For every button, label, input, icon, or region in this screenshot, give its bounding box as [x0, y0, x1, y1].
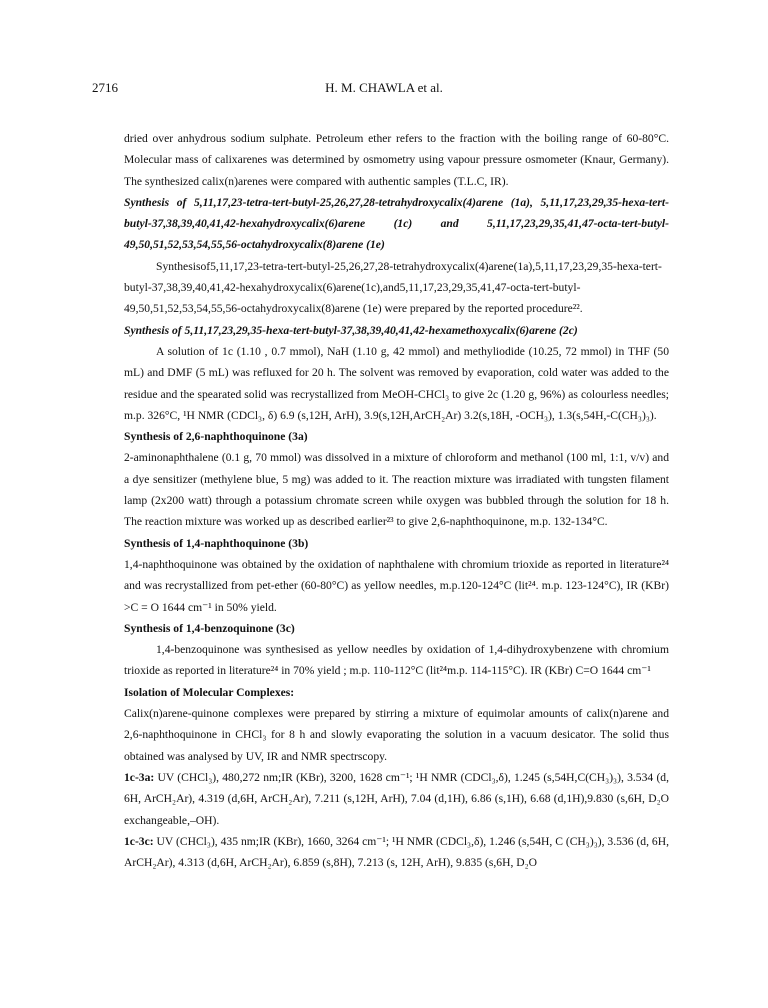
paragraph-1c-3a — [124, 767, 669, 831]
data-1c-3a: UV (CHCl₃), 480,272 nm;IR (KBr), 3200, 1628 cm⁻¹; ¹H NMR (CDCl₃,δ), 1.245 (s,54H,C(CH₃)₃), 3.534 (d, 6H, ArCH₂Ar), 4.319 (d,6H, ArCH₂Ar), 7.211 (s,12H, ArH), 7.04 (d,1H), 6.86 (s,1H), 6.68 (d,1H),9.830 (s,6H, D₂O exchangeable,–OH). — [124, 770, 669, 827]
label-1c-3c: 1c-3c: — [124, 834, 154, 848]
heading-synthesis-3c: Synthesis of 1,4-benzoquinone (3c) — [124, 621, 295, 635]
heading-isolation: Isolation of Molecular Complexes: — [124, 685, 295, 699]
paragraph-2c: A solution of 1c (1.10 , 0.7 mmol), NaH (1.10 g, 42 mmol) and methyliodide (10.25, 72 mmol) in THF (50 mL) and DMF (5 mL) was refluxed for 20 h. The solvent was removed by evaporation, cold water was added to the residue and the spearated solid was recrystallized from MeOH-CHCl₃ to give 2c (1.20 g, 96%) as colourless needles; m.p. 326°C, ¹H NMR (CDCl₃, δ) 6.9 (s,12H, ArH), 3.9(s,12H,ArCH₂Ar) 3.2(s,18H, -OCH₃), 1.3(s,54H,-C(CH₃)₃). — [124, 344, 669, 422]
paragraph-isolation: Calix(n)arene-quinone complexes were prepared by stirring a mixture of equimolar amounts of calix(n)arene and 2,6-naphthoquinone in CHCl₃ for 8 h and slowly evaporating the solution in a vacuum desicator. The solid thus obtained was analysed by UV, IR and NMR spectrscopy. — [124, 707, 669, 763]
paragraph-calixarenes: Synthesisof5,11,17,23-tetra-tert-butyl-25,26,27,28-tetrahydroxycalix(4)arene(1a),5,11,17,23,29,35-hexa-tert-butyl-37,38,39,40,41,42-hexahydroxycalix(6)arene(1c),and5,11,17,23,29,35,41,47-octa-tert-butyl-49,50,51,52,53,54,55,56-octahydroxycalix(8)arene (1e) were prepared by the reported procedure²². — [124, 259, 662, 316]
data-1c-3c: UV (CHCl₃), 435 nm;IR (KBr), 1660, 3264 cm⁻¹; ¹H NMR (CDCl₃,δ), 1.246 (s,54H, C (CH₃)₃), 3.536 (d, 6H, ArCH₂Ar), 4.313 (d,6H, ArCH₂Ar), 6.859 (s,8H), 7.213 (s, 12H, ArH), 9.835 (s,6H, D₂O — [124, 834, 669, 870]
paragraph-3a: 2-aminonaphthalene (0.1 g, 70 mmol) was dissolved in a mixture of chloroform and methanol (100 ml, 1:1, v/v) and a dye sensitizer (methylene blue, 5 mg) was added to it. The reaction mixture was irradiated with tungsten filament lamp (2x200 watt) through a potassium chromate screen while oxygen was bubbled through the solution for 18 h. The reaction mixture was worked up as described earlier²³ to give 2,6-naphthoquinone, m.p. 132-134°C. — [124, 451, 669, 529]
heading-synthesis-3b: Synthesis of 1,4-naphthoquinone (3b) — [124, 536, 309, 550]
article-body — [124, 128, 669, 873]
page-number: 2716 — [92, 80, 118, 95]
paragraph-3b: 1,4-naphthoquinone was obtained by the oxidation of naphthalene with chromium trioxide as reported in literature²⁴ and was recrystallized from pet-ether (60-80°C) as yellow needles, m.p.120-124°C (lit²⁴. m.p. 123-124°C), IR (KBr) >C = O 1644 cm⁻¹ in 50% yield. — [124, 557, 669, 614]
running-title: H. M. CHAWLA et al. — [325, 80, 443, 95]
heading-synthesis-2c: Synthesis of 5,11,17,23,29,35-hexa-tert-butyl-37,38,39,40,41,42-hexamethoxycalix(6)arene (2c) — [124, 323, 578, 337]
heading-synthesis-3a: Synthesis of 2,6-naphthoquinone (3a) — [124, 430, 308, 444]
heading-synthesis-calixarenes: Synthesis of 5,11,17,23-tetra-tert-butyl-25,26,27,28-tetrahydroxycalix(4)arene (1a), 5,11,17,23,29,35-hexa-tert-butyl-37,38,39,40,41,42-hexahydroxycalix(6)arene (1c) and 5,11,17,23,29,35,41,47-octa-tert-butyl-49,50,51,52,53,54,55,56-octahydroxycalix(8)arene (1e) — [124, 195, 669, 252]
label-1c-3a: 1c-3a: — [124, 770, 155, 784]
paragraph-1c-3c — [124, 831, 669, 874]
paragraph-drying: dried over anhydrous sodium sulphate. Petroleum ether refers to the fraction with the boiling range of 60-80°C. Molecular mass of calixarenes was determined by osmometry using vapour pressure osmometer (Knaur, Germany). The synthesized calix(n)arenes were compared with authentic samples (T.L.C, IR). — [124, 132, 669, 188]
paragraph-3c: 1,4-benzoquinone was synthesised as yellow needles by oxidation of 1,4-dihydroxybenzene with chromium trioxide as reported in literature²⁴ in 70% yield ; m.p. 110-112°C (lit²⁴m.p. 114-115°C). IR (KBr) C=O 1644 cm⁻¹ — [124, 643, 669, 678]
